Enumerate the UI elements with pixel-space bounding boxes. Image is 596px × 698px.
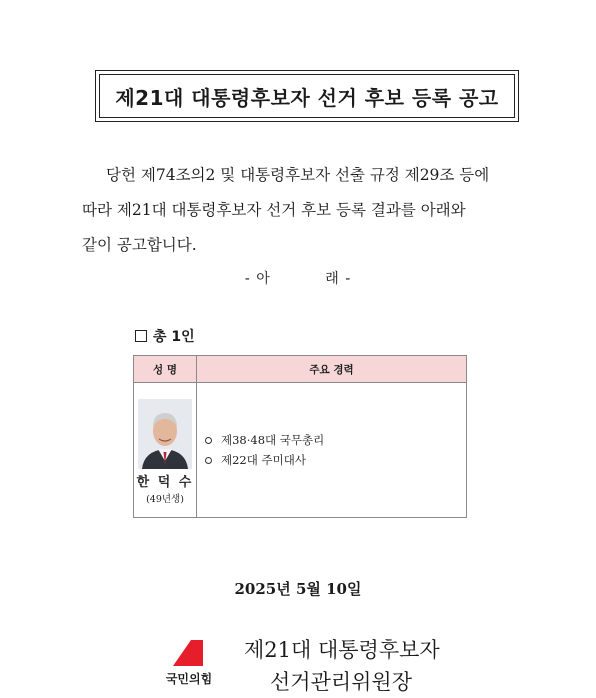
career-text: 제38·48대 국무총리 (221, 433, 325, 447)
body-line-2: 따라 제21대 대통령후보자 선거 후보 등록 결과를 아래와 (82, 201, 466, 219)
total-count (135, 326, 195, 346)
table-row (134, 383, 467, 518)
signature-block (244, 634, 440, 698)
party-logo-text: 국민의힘 (165, 672, 213, 686)
party-emblem-icon (173, 640, 203, 666)
below-heading-right: 래 - (325, 271, 352, 287)
candidate-name-cell (134, 383, 197, 518)
portrait-photo-icon (138, 399, 192, 469)
table-header-row (134, 356, 467, 383)
header-career: 주요 경력 (197, 356, 467, 383)
career-text: 제22대 주미대사 (221, 453, 306, 467)
checkbox-icon (135, 330, 147, 342)
below-heading (0, 268, 596, 288)
body-line-3: 같이 공고합니다. (82, 236, 197, 254)
body-line-1: 당헌 제74조의2 및 대통령후보자 선출 규정 제29조 등에 (106, 166, 490, 184)
notice-title-inner-border (99, 74, 515, 118)
circle-bullet-icon (205, 437, 212, 444)
career-item (205, 450, 466, 470)
total-count-label: 총 1인 (153, 329, 195, 345)
below-heading-left: - 아 (244, 271, 271, 287)
below-heading-gap (271, 271, 326, 287)
candidate-career-cell (197, 383, 467, 518)
candidate-birth: (49년생) (146, 493, 184, 505)
party-logo (160, 640, 218, 692)
signature-line-2: 선거관리위원장 (270, 670, 413, 694)
notice-title: 제21대 대통령후보자 선거 후보 등록 공고 (115, 85, 499, 110)
candidate-table (133, 355, 467, 518)
notice-body (82, 158, 542, 263)
header-name: 성 명 (134, 356, 197, 383)
signature-line-1: 제21대 대통령후보자 (244, 638, 440, 662)
candidate-name: 한 덕 수 (136, 474, 194, 490)
circle-bullet-icon (205, 457, 212, 464)
notice-date: 2025년 5월 10일 (234, 580, 362, 598)
candidate-photo (138, 399, 192, 469)
career-item (205, 430, 466, 450)
notice-title-box (95, 70, 519, 122)
